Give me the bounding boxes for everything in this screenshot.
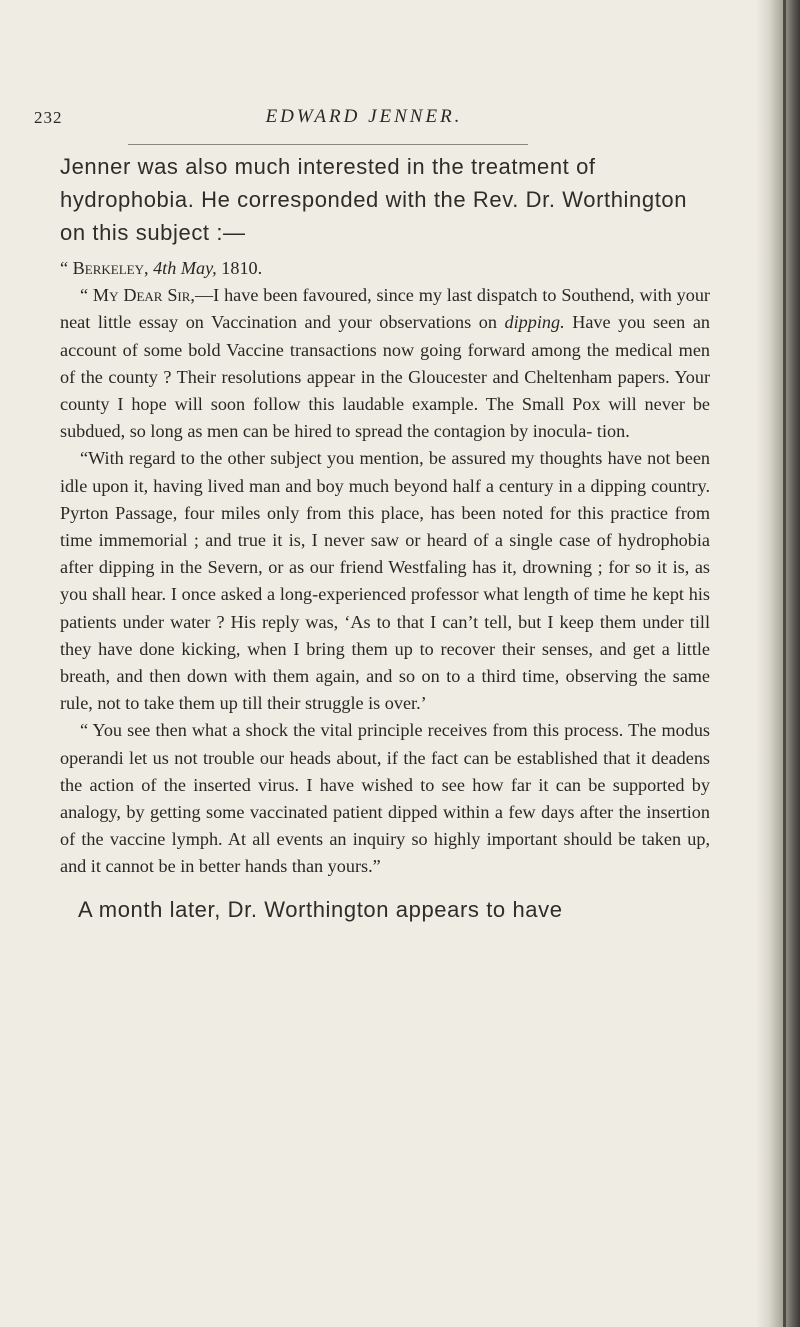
page-header [34,106,694,136]
letter-p1-rest: Have you seen an account of some bold Vaccine transactions now going forward among the medical men of the county ? Their resolutions appear in the Gloucester and Cheltenham papers. Your county I hope will soon follow this laudable example. The Small Pox will never be subdued, so long as men can be hired to spread the contagion by inocula- tion. [60,312,711,442]
letter-paragraph-2: “With regard to the other subject you mention, be assured my thoughts have not been idle upon it, having lived man and boy much beyond half a century in a dipping country. Pyrton Passage, four miles only from this place, has been noted for this practice from time immemorial ; and true it is, I never saw or heard of a single case of hydrophobia after dipping in the Severn, or as our friend Westfaling has it, drowning ; for so it is, as you shall hear. I once asked a long-experienced professor what length of time he kept his patients under water ? His reply was, ‘As to that I can’t tell, but I keep them under till they have done kicking, when I bring them up to recover their senses, and get a little breath, and then down with them again, and so on to a third time, observing the same rule, not to take them up till their struggle is over.’ [60,448,710,714]
letter [60,255,710,881]
letter-paragraph-3: “ You see then what a shock the vital principle receives from this process. The modus operandi let us not trouble our heads about, if the fact can be established that it deadens the action of the inserted virus. I have wished to see how far it can be supported by analogy, by getting some vaccinated patient dipped within a few days after the insertion of the vaccine lymph. At all events an inquiry so highly important should be taken up, and it cannot be in better hands than yours.” [60,720,710,877]
letter-p1-italic: dipping. [504,312,565,333]
dateline-place: “ Berkeley, [60,258,149,278]
closing-paragraph: A month later, Dr. Worthington appears to have [78,896,563,922]
dateline-date: 4th May, [153,258,217,278]
letter-paragraph-1 [60,282,710,445]
header-rule [128,144,528,145]
dateline-year: 1810. [221,258,263,278]
running-head: EDWARD JENNER. [265,106,463,127]
salutation: “ My Dear Sir, [80,285,195,306]
page-edge-shadow [756,0,800,1327]
letter-p1: —I have been favoured, since my last dispatch to Southend, with your neat little essay on Vaccination and your observations on [60,285,710,333]
body-text [60,150,710,927]
intro-paragraph: Jenner was also much interested in the treatment of hydrophobia. He corresponded with the Rev. Dr. Worthington on this subject :— [60,154,688,245]
page-number: 232 [34,108,63,127]
letter-dateline [60,255,710,282]
